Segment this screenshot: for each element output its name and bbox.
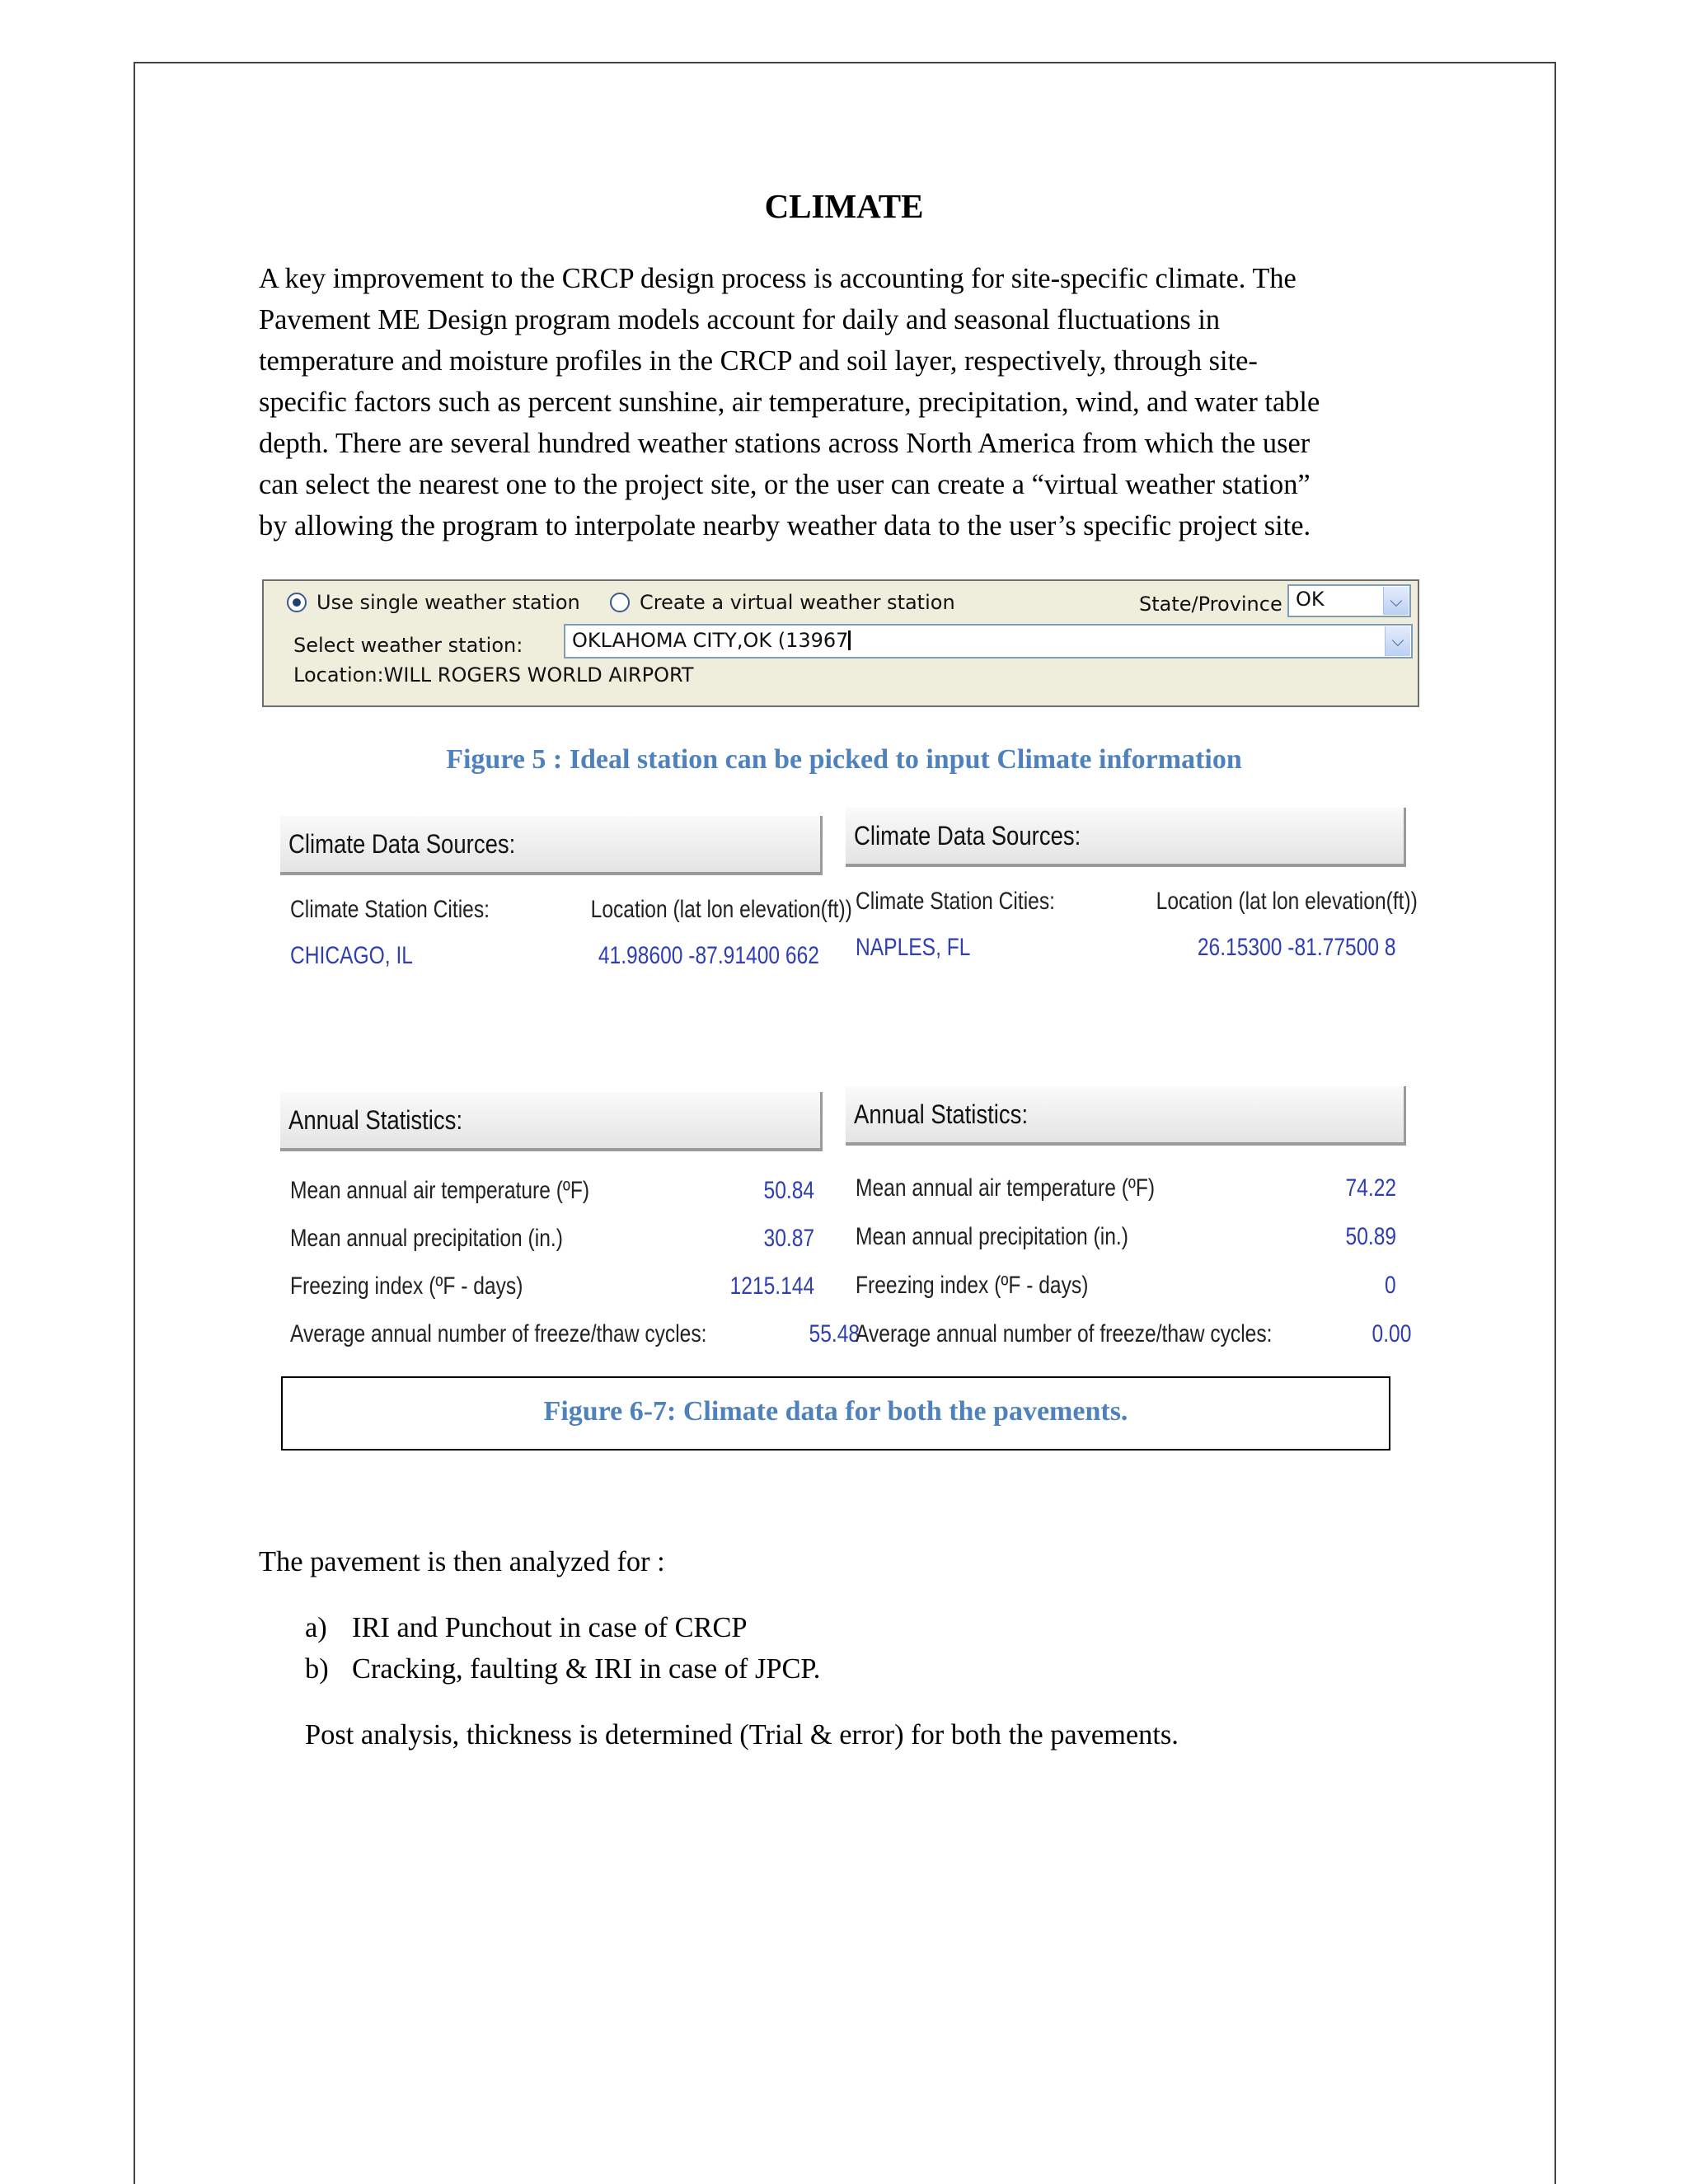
stat-value: 1215.144 bbox=[729, 1272, 814, 1300]
state-value: OK bbox=[1296, 588, 1325, 611]
header-title: Annual Statistics: bbox=[854, 1099, 1029, 1129]
stat-value: 50.84 bbox=[763, 1177, 814, 1204]
climate-sources-header bbox=[280, 816, 823, 875]
cities-header: Climate Station Cities: bbox=[856, 888, 1055, 915]
stat-label: Average annual number of freeze/thaw cycles: bbox=[856, 1320, 1273, 1347]
list-marker: b) bbox=[305, 1653, 329, 1685]
list-text: Cracking, faulting & IRI in case of JPCP. bbox=[352, 1653, 821, 1685]
sources-column-headers bbox=[856, 888, 1418, 916]
header-title: Climate Data Sources: bbox=[854, 821, 1081, 851]
radio-checked-icon[interactable] bbox=[287, 593, 307, 612]
chevron-down-icon[interactable]: ⌵ bbox=[1383, 587, 1409, 615]
stat-label: Freezing index (ºF - days) bbox=[856, 1272, 1089, 1299]
figure-6-7-caption-box bbox=[281, 1376, 1390, 1451]
header-title: Annual Statistics: bbox=[288, 1105, 463, 1135]
stat-row bbox=[290, 1225, 814, 1253]
radio-unchecked-icon[interactable] bbox=[610, 593, 630, 612]
analysis-list-item bbox=[305, 1607, 748, 1648]
post-analysis-text: Post analysis, thickness is determined (Trial & error) for both the pavements. bbox=[305, 1719, 1179, 1750]
radio-virtual-station[interactable] bbox=[610, 591, 955, 614]
climate-sources-header bbox=[846, 808, 1406, 867]
sources-column-headers bbox=[290, 896, 852, 924]
station-city: CHICAGO, IL bbox=[290, 942, 413, 969]
location-text: Location:WILL ROGERS WORLD AIRPORT bbox=[293, 663, 694, 687]
intro-line: Pavement ME Design program models account for daily and seasonal fluctuations in bbox=[259, 304, 1221, 335]
station-city: NAPLES, FL bbox=[856, 934, 971, 961]
annual-statistics-header bbox=[280, 1092, 823, 1151]
radio-virtual-label: Create a virtual weather station bbox=[640, 591, 955, 614]
list-marker: a) bbox=[305, 1612, 327, 1643]
analysis-intro: The pavement is then analyzed for : bbox=[259, 1546, 665, 1577]
select-station-label: Select weather station: bbox=[293, 634, 523, 657]
intro-line: specific factors such as percent sunshine, air temperature, precipitation, wind, and water table bbox=[259, 387, 1320, 418]
stat-label: Freezing index (ºF - days) bbox=[290, 1272, 523, 1300]
stat-row bbox=[856, 1174, 1396, 1202]
station-value: OKLAHOMA CITY,OK (13967 bbox=[572, 629, 849, 652]
stat-label: Mean annual precipitation (in.) bbox=[290, 1225, 563, 1252]
stat-value: 55.48 bbox=[809, 1320, 860, 1347]
intro-paragraph bbox=[259, 258, 1446, 546]
radio-single-station[interactable] bbox=[287, 591, 580, 614]
location-header: Location (lat lon elevation(ft)) bbox=[590, 896, 852, 923]
stat-label: Average annual number of freeze/thaw cycles: bbox=[290, 1320, 707, 1347]
station-coords: 41.98600 -87.91400 662 bbox=[598, 942, 819, 969]
station-select[interactable] bbox=[564, 624, 1413, 658]
stat-value: 30.87 bbox=[763, 1225, 814, 1252]
page-title: CLIMATE bbox=[764, 187, 924, 225]
cities-header: Climate Station Cities: bbox=[290, 896, 490, 923]
station-select-text bbox=[572, 629, 851, 652]
intro-line: A key improvement to the CRCP design process is accounting for site-specific climate. The bbox=[259, 263, 1296, 294]
figure-6-7-caption: Figure 6-7: Climate data for both the pavements. bbox=[543, 1396, 1128, 1427]
stat-value: 74.22 bbox=[1345, 1174, 1396, 1202]
header-title: Climate Data Sources: bbox=[288, 829, 516, 859]
state-select[interactable] bbox=[1287, 584, 1411, 617]
stat-row bbox=[856, 1272, 1396, 1300]
radio-single-label: Use single weather station bbox=[316, 591, 580, 614]
stat-row bbox=[856, 1320, 1412, 1348]
analysis-list-item bbox=[305, 1648, 821, 1690]
intro-line: can select the nearest one to the project site, or the user can create a “virtual weather station” bbox=[259, 469, 1311, 500]
annual-statistics-header bbox=[846, 1086, 1406, 1146]
stat-row bbox=[290, 1320, 860, 1348]
intro-line: temperature and moisture profiles in the CRCP and soil layer, respectively, through site- bbox=[259, 345, 1258, 377]
list-text: IRI and Punchout in case of CRCP bbox=[352, 1612, 748, 1643]
figure-5-caption: Figure 5 : Ideal station can be picked to input Climate information bbox=[446, 744, 1242, 775]
chevron-down-icon[interactable]: ⌵ bbox=[1385, 626, 1410, 656]
intro-line: depth. There are several hundred weather stations across North America from which the user bbox=[259, 428, 1311, 459]
station-row bbox=[856, 934, 1396, 962]
stat-row bbox=[290, 1272, 814, 1301]
text-caret bbox=[848, 630, 851, 650]
stat-value: 50.89 bbox=[1345, 1223, 1396, 1250]
stat-value: 0.00 bbox=[1372, 1320, 1412, 1347]
stat-label: Mean annual air temperature (ºF) bbox=[856, 1174, 1156, 1202]
stat-value: 0 bbox=[1385, 1272, 1396, 1299]
stat-row bbox=[856, 1223, 1396, 1251]
intro-line: by allowing the program to interpolate nearby weather data to the user’s specific project site. bbox=[259, 510, 1311, 541]
stat-row bbox=[290, 1177, 814, 1205]
stat-label: Mean annual precipitation (in.) bbox=[856, 1223, 1128, 1250]
location-header: Location (lat lon elevation(ft)) bbox=[1156, 888, 1418, 915]
stat-label: Mean annual air temperature (ºF) bbox=[290, 1177, 590, 1204]
state-label: State/Province bbox=[1139, 593, 1282, 616]
weather-station-panel bbox=[262, 579, 1419, 707]
station-coords: 26.15300 -81.77500 8 bbox=[1198, 934, 1396, 961]
station-row bbox=[290, 942, 819, 970]
